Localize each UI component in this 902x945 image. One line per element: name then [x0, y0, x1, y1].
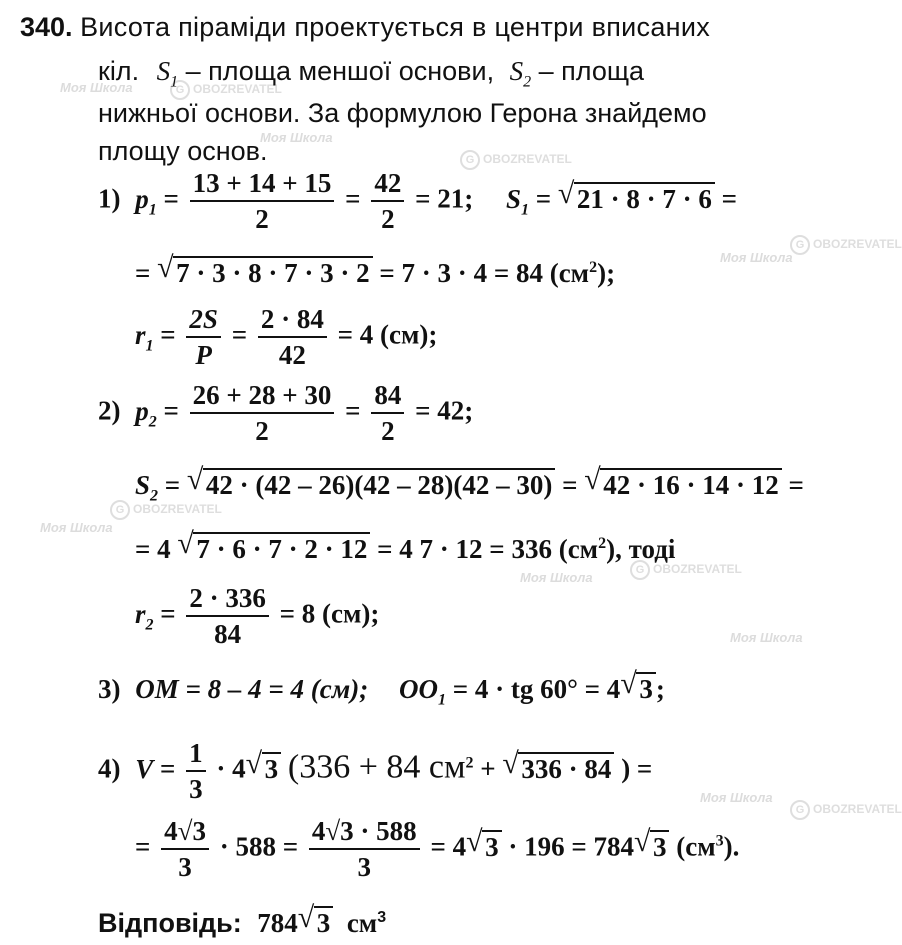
answer-label: Відповідь: — [98, 908, 242, 938]
sqrt-expression: √ 7 · 6 · 7 · 2 · 12 — [179, 532, 370, 563]
watermark-text: Моя Школа — [40, 520, 113, 535]
fraction: $\frac{4√3}{3}$ — [161, 818, 209, 881]
watermark-text: Моя Школа — [260, 130, 333, 145]
watermark-text: Моя Школа — [720, 250, 793, 265]
watermark-logo: G OBOZREVATEL — [630, 560, 742, 580]
watermark-text: Моя Школа — [60, 80, 133, 95]
sqrt-expression: √ 7 · 3 · 8 · 7 · 3 · 2 — [159, 256, 373, 287]
watermark-logo: G OBOZREVATEL — [790, 800, 902, 820]
sqrt-expression: √ 42 · (42 – 26)(42 – 28)(42 – 30) — [189, 468, 555, 499]
watermark-text: Моя Школа — [520, 570, 593, 585]
intro-line-2: кіл. $S_1$ – площа меншої основи, $S_2$ – площа — [98, 56, 645, 91]
problem-number: 340. — [20, 12, 73, 42]
step1-line3: $r_1$ = $\frac{2S}{P}$ = $\frac{2 \cdot 84}{42}$ = 4 (см); — [135, 304, 438, 370]
watermark-logo: G OBOZREVATEL — [110, 500, 222, 520]
intro-line-4: площу основ. — [98, 136, 268, 166]
step4-line1: 4) V = $\frac{1}{3}$ · 4√ 3 (336 + 84 $см^2$ + √ 336 · 84 ) = — [98, 740, 652, 803]
watermark-logo: G OBOZREVATEL — [790, 235, 902, 255]
sqrt-expression: √ 336 · 84 — [504, 752, 614, 783]
sqrt-expression: √ 3 — [248, 752, 282, 783]
sqrt-expression: √ 3 — [300, 906, 334, 937]
step2-line4: $r_2$ = $\frac{2 \cdot 336}{84}$ = 8 (см); — [135, 583, 380, 649]
fraction: $\frac{26 + 28 + 30}{2}$ — [190, 382, 335, 445]
watermark-text: Моя Школа — [730, 630, 803, 645]
intro-line-3: нижньої основи. За формулою Герона знайдемо — [98, 98, 707, 128]
fraction: $\frac{2S}{P}$ — [186, 306, 221, 369]
fraction: $\frac{13 + 14 + 15}{2}$ — [190, 170, 335, 233]
intro-line-1: 340. Висота піраміди проектується в центри вписаних — [20, 12, 711, 42]
step4-line2: = $\frac{4√3}{3}$ · 588 = $\frac{4√3 \cdot 588}{3}$ = 4√ 3 · 196 = 784√ 3 $(см^3)$. — [135, 818, 739, 881]
fraction: $\frac{2 \cdot 336}{84}$ — [186, 585, 269, 648]
watermark-text: Моя Школа — [700, 790, 773, 805]
step2-line1: 2) $p_2$ = $\frac{26 + 28 + 30}{2}$ = $\frac{84}{2}$ = 42; — [98, 380, 474, 446]
sqrt-expression: √ 3 — [468, 830, 502, 861]
sqrt-expression: √ 21 · 8 · 7 · 6 — [560, 182, 715, 213]
watermark-logo: G OBOZREVATEL — [170, 80, 282, 100]
step1-line2: = √ 7 · 3 · 8 · 7 · 3 · 2 = 7 · 3 · 4 = 84 $(см^2)$; — [135, 256, 615, 287]
answer-line: Відповідь: 784√ 3 $см^3$ — [98, 906, 386, 937]
fraction: $\frac{2 \cdot 84}{42}$ — [258, 306, 327, 369]
step2-line2: $S_2$ = √ 42 · (42 – 26)(42 – 28)(42 – 30) = √ 42 · 16 · 14 · 12 = — [135, 468, 804, 504]
sqrt-expression: √ 3 — [636, 830, 670, 861]
sqrt-expression: √ 42 · 16 · 14 · 12 — [586, 468, 782, 499]
fraction: $\frac{42}{2}$ — [371, 170, 404, 233]
fraction: $\frac{4√3 \cdot 588}{3}$ — [309, 818, 420, 881]
watermark-logo: G OBOZREVATEL — [460, 150, 572, 170]
step1-line1: 1) $p_1$ = $\frac{13 + 14 + 15}{2}$ = $\frac{42}{2}$ = 21; $S_1$ = √ 21 · 8 · 7 · 6 = — [98, 170, 737, 233]
fraction: $\frac{1}{3}$ — [186, 740, 206, 803]
step2-line3: = 4 √ 7 · 6 · 7 · 2 · 12 = 4 7 · 12 = 336 $(см^2)$, тоді — [135, 532, 675, 563]
fraction: $\frac{84}{2}$ — [371, 382, 404, 445]
step3-line: 3) OM = 8 – 4 = 4 (см); $OO_1 = 4$ · tg 60° = 4√ 3 ; — [98, 672, 665, 708]
sqrt-expression: √ 3 — [622, 672, 656, 703]
